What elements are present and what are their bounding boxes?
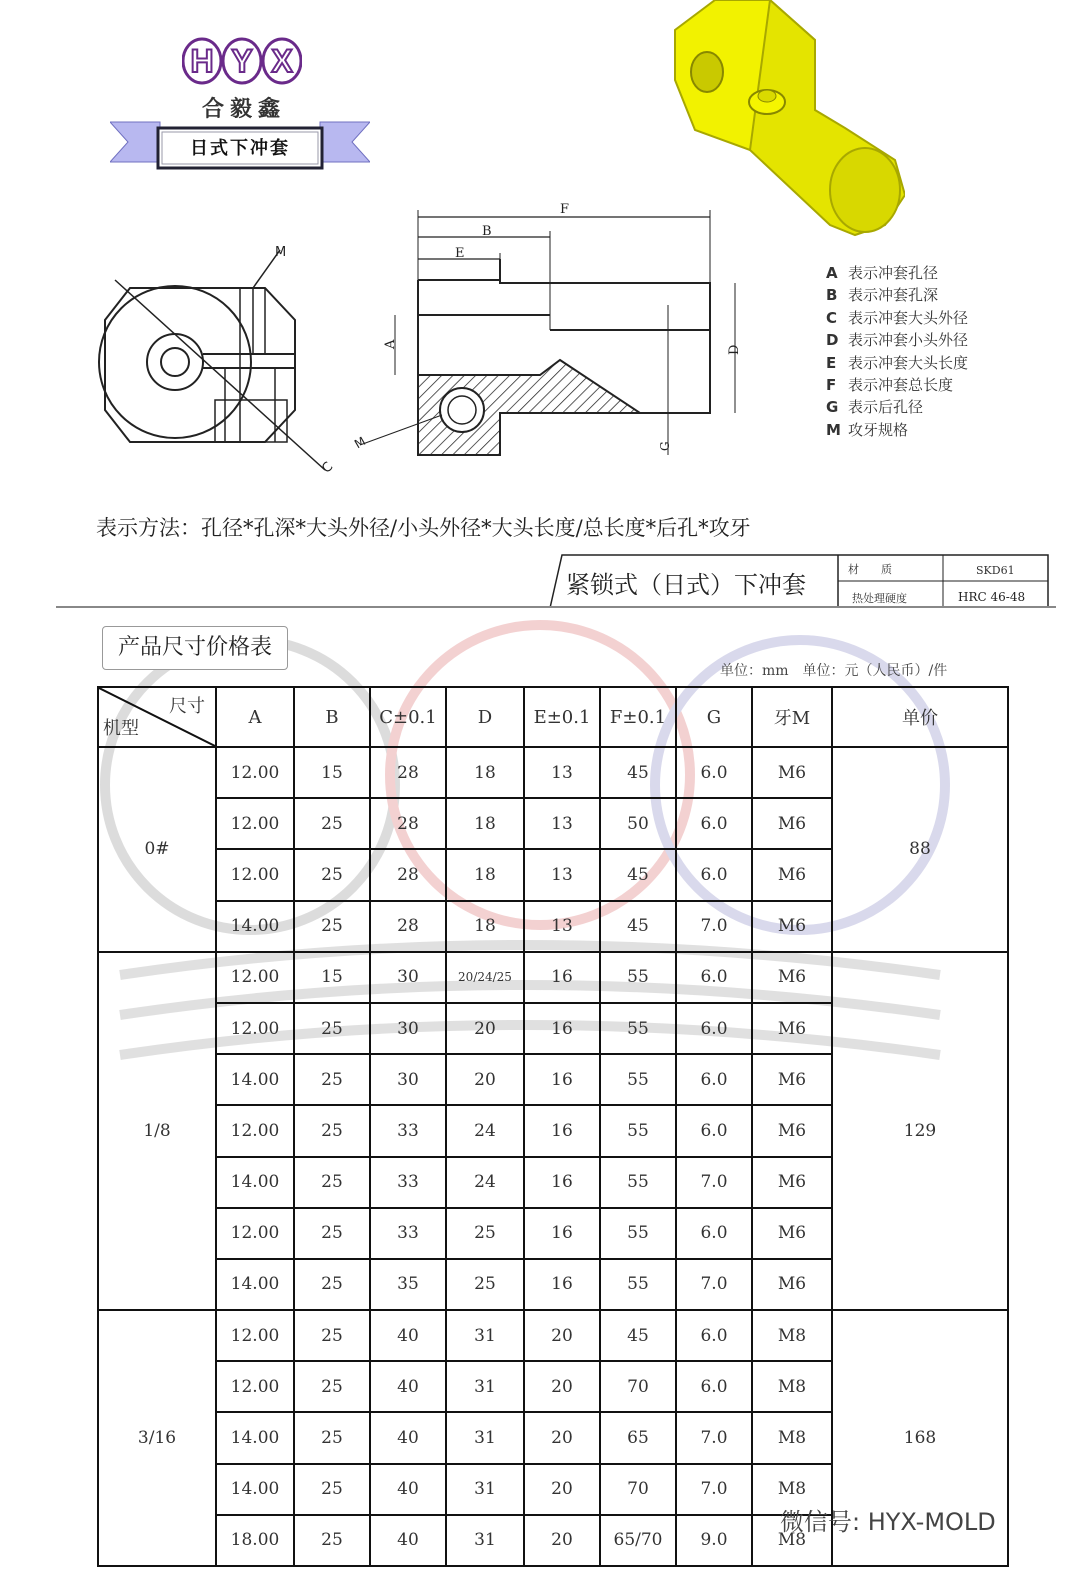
table-cell: 16 <box>524 952 600 1003</box>
table-cell: 25 <box>294 1054 370 1105</box>
table-cell: 55 <box>600 1105 676 1156</box>
wechat-id: 微信号: HYX-MOLD <box>780 1508 996 1536</box>
legend-key: E <box>826 353 837 372</box>
legend-key: A <box>826 264 838 282</box>
legend-item <box>826 419 968 441</box>
table-cell: 28 <box>370 747 446 798</box>
table-cell: 45 <box>600 849 676 900</box>
table-cell: 16 <box>524 1003 600 1054</box>
legend-item <box>826 262 968 284</box>
column-header: 单价 <box>832 687 1008 747</box>
dimension-legend <box>826 262 968 441</box>
price-table <box>97 686 1009 1567</box>
table-cell: M6 <box>752 1054 832 1105</box>
table-cell: 45 <box>600 901 676 952</box>
table-cell: 12.00 <box>216 849 294 900</box>
table-cell: 12.00 <box>216 1105 294 1156</box>
table-cell: 25 <box>294 1515 370 1566</box>
table-cell: 31 <box>446 1361 524 1412</box>
table-cell: 12.00 <box>216 1208 294 1259</box>
table-cell: 16 <box>524 1208 600 1259</box>
table-cell: 16 <box>524 1157 600 1208</box>
table-cell: 18 <box>446 901 524 952</box>
table-cell: 12.00 <box>216 1361 294 1412</box>
price-cell: 88 <box>832 747 1008 952</box>
legend-key: C <box>826 308 838 327</box>
table-cell: 20 <box>446 1054 524 1105</box>
model-cell: 3/16 <box>98 1310 216 1566</box>
heat-treatment-label: 热处理硬度 <box>852 592 907 605</box>
table-cell: M6 <box>752 849 832 900</box>
table-cell: 14.00 <box>216 1259 294 1310</box>
dimension-label: G <box>658 441 672 451</box>
material-label: 材 质 <box>848 563 892 576</box>
table-cell: 13 <box>524 849 600 900</box>
table-cell: 55 <box>600 1259 676 1310</box>
dimension-label: C <box>319 459 337 477</box>
logo-subtitle: 合毅鑫 <box>201 96 286 122</box>
table-cell: 6.0 <box>676 747 752 798</box>
table-cell: 6.0 <box>676 1361 752 1412</box>
table-cell: 6.0 <box>676 952 752 1003</box>
table-cell: 33 <box>370 1157 446 1208</box>
legend-key: M <box>826 420 841 439</box>
table-cell: 6.0 <box>676 1054 752 1105</box>
corner-top-label: 尺寸 <box>169 696 205 717</box>
table-cell: 7.0 <box>676 1412 752 1463</box>
table-cell: M6 <box>752 952 832 1003</box>
dimension-label: M <box>352 434 369 452</box>
table-cell: 6.0 <box>676 1003 752 1054</box>
table-cell: 16 <box>524 1105 600 1156</box>
table-cell: 12.00 <box>216 747 294 798</box>
table-cell: 18 <box>446 798 524 849</box>
table-cell: 15 <box>294 952 370 1003</box>
table-cell: 14.00 <box>216 1054 294 1105</box>
table-cell: M6 <box>752 1208 832 1259</box>
legend-item <box>826 396 968 418</box>
table-cell: 55 <box>600 1054 676 1105</box>
table-cell: 14.00 <box>216 901 294 952</box>
table-cell: 25 <box>294 1157 370 1208</box>
table-cell: M8 <box>752 1412 832 1463</box>
table-cell: 25 <box>294 1003 370 1054</box>
price-cell: 129 <box>832 952 1008 1310</box>
legend-key: B <box>826 286 838 305</box>
notation-text: 表示方法：孔径*孔深*大头外径/小头外径*大头长度/总长度*后孔*攻牙 <box>96 516 751 540</box>
unit-note: 单位：mm 单位：元（人民币）/件 <box>720 663 948 679</box>
table-cell: 30 <box>370 1003 446 1054</box>
logo-letter: Y <box>231 43 253 79</box>
table-cell: 25 <box>446 1259 524 1310</box>
table-cell: 40 <box>370 1310 446 1361</box>
table-cell: 18 <box>446 747 524 798</box>
column-header: D <box>446 687 524 747</box>
legend-text: 表示冲套小头外径 <box>848 331 969 350</box>
table-cell: 16 <box>524 1259 600 1310</box>
table-cell: 6.0 <box>676 1310 752 1361</box>
table-cell: 20 <box>446 1003 524 1054</box>
material-value: SKD61 <box>976 564 1015 577</box>
table-cell: M8 <box>752 1310 832 1361</box>
table-cell: 12.00 <box>216 952 294 1003</box>
table-cell: 12.00 <box>216 1003 294 1054</box>
table-cell: 7.0 <box>676 901 752 952</box>
table-cell: 18 <box>446 849 524 900</box>
table-cell: 24 <box>446 1105 524 1156</box>
column-header: 牙M <box>752 687 832 747</box>
legend-text: 表示冲套孔径 <box>848 264 939 282</box>
model-cell: 0# <box>98 747 216 952</box>
end-view-drawing <box>95 240 345 480</box>
legend-text: 表示冲套孔深 <box>848 286 939 305</box>
table-cell: 31 <box>446 1515 524 1566</box>
table-cell: 16 <box>524 1054 600 1105</box>
table-cell: M8 <box>752 1464 832 1515</box>
column-header: E±0.1 <box>524 687 600 747</box>
table-cell: 7.0 <box>676 1259 752 1310</box>
table-cell: 25 <box>294 901 370 952</box>
table-cell: M6 <box>752 1105 832 1156</box>
table-row <box>98 952 1008 1003</box>
table-cell: 7.0 <box>676 1157 752 1208</box>
table-cell: 6.0 <box>676 1105 752 1156</box>
table-cell: 65 <box>600 1412 676 1463</box>
logo-letter: X <box>271 43 293 79</box>
banner-label: 日式下冲套 <box>190 138 290 159</box>
table-cell: 12.00 <box>216 1310 294 1361</box>
table-cell: 25 <box>294 1464 370 1515</box>
legend-item <box>826 329 968 351</box>
table-cell: 25 <box>294 849 370 900</box>
table-cell: 20 <box>524 1412 600 1463</box>
table-cell: 55 <box>600 952 676 1003</box>
price-table-title: 产品尺寸价格表 <box>102 626 288 670</box>
table-cell: 30 <box>370 1054 446 1105</box>
table-cell: 45 <box>600 1310 676 1361</box>
company-logo <box>182 36 302 86</box>
table-cell: 9.0 <box>676 1515 752 1566</box>
table-cell: 33 <box>370 1208 446 1259</box>
table-cell: 33 <box>370 1105 446 1156</box>
legend-text: 表示后孔径 <box>848 398 924 417</box>
legend-text: 表示冲套大头外径 <box>848 308 969 327</box>
table-cell: 14.00 <box>216 1464 294 1515</box>
legend-text: 表示冲套总长度 <box>848 376 954 395</box>
table-cell: 6.0 <box>676 1208 752 1259</box>
table-cell: 45 <box>600 747 676 798</box>
table-cell: 25 <box>294 1208 370 1259</box>
table-cell: 15 <box>294 747 370 798</box>
table-cell: 40 <box>370 1515 446 1566</box>
heat-treatment-value: HRC 46-48 <box>958 590 1026 604</box>
table-cell: M6 <box>752 747 832 798</box>
logo-letter: H <box>190 43 214 79</box>
table-cell: 30 <box>370 952 446 1003</box>
column-header: B <box>294 687 370 747</box>
table-cell: 20 <box>524 1464 600 1515</box>
legend-item <box>826 284 968 306</box>
product-title: 紧锁式（日式）下冲套 <box>566 571 806 599</box>
table-cell: 13 <box>524 747 600 798</box>
table-cell: 28 <box>370 849 446 900</box>
table-cell: 31 <box>446 1412 524 1463</box>
table-cell: 13 <box>524 901 600 952</box>
legend-item <box>826 374 968 396</box>
column-header: A <box>216 687 294 747</box>
table-cell: M6 <box>752 798 832 849</box>
side-section-drawing <box>350 195 760 465</box>
table-cell: 55 <box>600 1208 676 1259</box>
table-cell: 6.0 <box>676 798 752 849</box>
table-cell: 20 <box>524 1310 600 1361</box>
table-cell: 40 <box>370 1361 446 1412</box>
table-cell: 35 <box>370 1259 446 1310</box>
table-cell: 65/70 <box>600 1515 676 1566</box>
table-cell: M6 <box>752 1003 832 1054</box>
column-header: F±0.1 <box>600 687 676 747</box>
table-cell: M6 <box>752 901 832 952</box>
table-cell: 25 <box>294 1412 370 1463</box>
table-cell: 14.00 <box>216 1412 294 1463</box>
table-cell: 18.00 <box>216 1515 294 1566</box>
dimension-label: E <box>455 246 465 261</box>
legend-item <box>826 307 968 329</box>
table-row <box>98 1310 1008 1361</box>
legend-key: G <box>826 398 839 417</box>
table-cell: 6.0 <box>676 849 752 900</box>
corner-bottom-label: 机型 <box>103 718 139 739</box>
table-cell: 7.0 <box>676 1464 752 1515</box>
table-cell: M6 <box>752 1157 832 1208</box>
table-cell: 25 <box>294 798 370 849</box>
table-cell: M8 <box>752 1361 832 1412</box>
section-divider <box>56 606 1056 608</box>
table-cell: 25 <box>446 1208 524 1259</box>
dimension-label: D <box>727 344 742 355</box>
legend-text: 攻牙规格 <box>848 420 909 439</box>
table-cell: 55 <box>600 1157 676 1208</box>
price-cell: 168 <box>832 1310 1008 1566</box>
table-cell: 31 <box>446 1464 524 1515</box>
table-cell: 20 <box>524 1515 600 1566</box>
table-cell: 25 <box>294 1310 370 1361</box>
table-cell: 55 <box>600 1003 676 1054</box>
corner-header <box>98 687 216 747</box>
table-cell: 14.00 <box>216 1157 294 1208</box>
table-cell: 28 <box>370 901 446 952</box>
dimension-label: M <box>275 245 287 260</box>
table-cell: 12.00 <box>216 798 294 849</box>
dimension-label: A <box>383 339 398 349</box>
legend-item <box>826 352 968 374</box>
table-cell: 20/24/25 <box>446 952 524 1003</box>
table-cell: M6 <box>752 1259 832 1310</box>
table-row <box>98 747 1008 798</box>
table-cell: 70 <box>600 1464 676 1515</box>
model-cell: 1/8 <box>98 952 216 1310</box>
legend-text: 表示冲套大头长度 <box>848 353 969 372</box>
table-cell: 25 <box>294 1361 370 1412</box>
table-cell: 50 <box>600 798 676 849</box>
table-cell: 13 <box>524 798 600 849</box>
dimension-label: F <box>560 202 570 217</box>
table-cell: 24 <box>446 1157 524 1208</box>
table-cell: 70 <box>600 1361 676 1412</box>
dimension-label: B <box>482 224 492 239</box>
table-cell: 20 <box>524 1361 600 1412</box>
table-cell: 40 <box>370 1464 446 1515</box>
table-cell: 25 <box>294 1259 370 1310</box>
table-cell: 31 <box>446 1310 524 1361</box>
column-header: G <box>676 687 752 747</box>
column-header: C±0.1 <box>370 687 446 747</box>
table-cell: M8 <box>752 1515 832 1566</box>
table-cell: 28 <box>370 798 446 849</box>
legend-key: F <box>826 376 837 395</box>
table-cell: 40 <box>370 1412 446 1463</box>
table-cell: 25 <box>294 1105 370 1156</box>
legend-key: D <box>826 331 839 350</box>
